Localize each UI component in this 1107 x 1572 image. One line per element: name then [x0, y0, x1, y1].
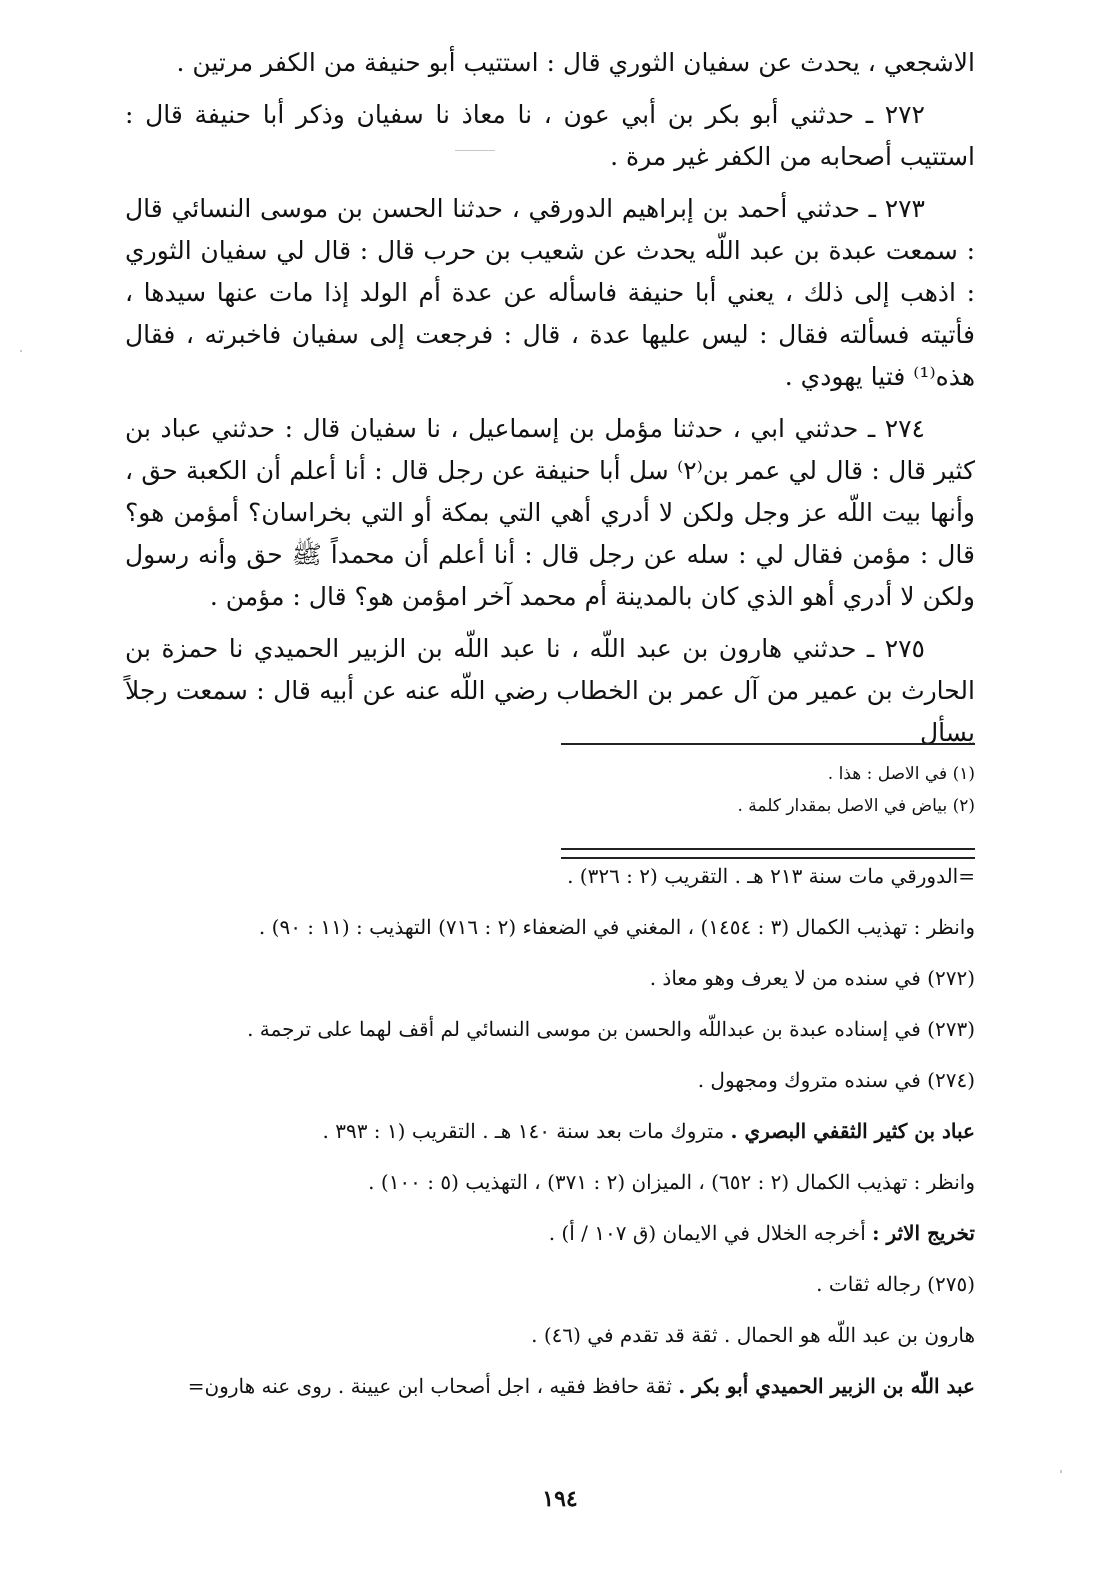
footnote-separator [561, 743, 975, 745]
commentary-line: هارون بن عبد اللّه هو الحمال . ثقة قد تقدم في (٤٦) . [531, 1323, 975, 1347]
commentary [115, 864, 975, 1425]
narrator-note: متروك مات بعد سنة ١٤٠ هـ . التقريب (١ : ٣٩٣ . [322, 1119, 731, 1143]
takhrij-note: أخرجه الخلال في الايمان (ق ١٠٧ / أ) . [548, 1221, 873, 1245]
paragraph-275: ٢٧٥ ـ حدثني هارون بن عبد اللّه ، نا عبد اللّه بن الزبير الحميدي نا حمزة بن الحارث بن عمير من آل عمر بن الخطاب رضي اللّه عنه عن أبيه قال : سمعت رجلاً يسأل [125, 634, 975, 747]
footnote-1: (١) في الاصل : هذا . [827, 764, 975, 784]
commentary-line [115, 1374, 975, 1398]
scan-speck [20, 350, 22, 352]
main-text [125, 42, 975, 764]
paragraph-272: ٢٧٢ ـ حدثني أبو بكر بن أبي عون ، نا معاذ نا سفيان وذكر أبا حنيفة قال : استتيب أصحابه من الكفر غير مرة . [125, 100, 975, 171]
narrator-name: عباد بن كثير الثقفي البصري . [730, 1119, 975, 1143]
commentary-line: وانظر : تهذيب الكمال (٢ : ٦٥٢) ، الميزان (٢ : ٣٧١) ، التهذيب (٥ : ١٠٠) . [368, 1170, 975, 1194]
commentary-line: (٢٧٤) في سنده متروك ومجهول . [697, 1068, 975, 1092]
paragraph-273: ٢٧٣ ـ حدثني أحمد بن إبراهيم الدورقي ، حدثنا الحسن بن موسى النسائي قال : سمعت عبدة بن عبد اللّه يحدث عن شعيب بن حرب قال : قال لي سفيان الثوري : اذهب إلى ذلك ، يعني أبا حنيفة فاسأله عن عدة أم الولد إذا مات عنها سيدها ، فأتيته فسألته فقال : ليس عليها عدة ، قال : فرجعت إلى سفيان فاخبرته ، فقال هذه⁽¹⁾ فتيا يهودي . [125, 194, 975, 391]
narrator-note: ثقة حافظ فقيه ، اجل أصحاب ابن عيينة . روى عنه هارون= [187, 1374, 679, 1398]
paragraph-274: ٢٧٤ ـ حدثني ابي ، حدثنا مؤمل بن إسماعيل ، نا سفيان قال : حدثني عباد بن كثير قال : قال لي عمر بن⁽٢⁾ سل أبا حنيفة عن رجل قال : أنا أعلم أن الكعبة حق ، وأنها بيت اللّه عز وجل ولكن لا أدري أهي التي بمكة أو التي بخراسان؟ أمؤمن هو؟ قال : مؤمن فقال لي : سله عن رجل قال : أنا أعلم أن محمداً ﷺ حق وأنه رسول ولكن لا أدري أهو الذي كان بالمدينة أم محمد آخر امؤمن هو؟ قال : مؤمن . [125, 414, 975, 611]
narrator-name: عبد اللّه بن الزبير الحميدي أبو بكر . [678, 1374, 975, 1398]
footnote-2: (٢) بياض في الاصل بمقدار كلمة . [737, 796, 975, 816]
commentary-line: =الدورقي مات سنة ٢١٣ هـ . التقريب (٢ : ٣٢٦) . [567, 864, 975, 888]
commentary-line [115, 1221, 975, 1245]
commentary-line: وانظر : تهذيب الكمال (٣ : ١٤٥٤) ، المغني في الضعفاء (٢ : ٧١٦) التهذيب : (١١ : ٩٠) . [258, 915, 975, 939]
commentary-line: (٢٧٢) في سنده من لا يعرف وهو معاذ . [649, 966, 975, 990]
page-number: ١٩٤ [542, 1486, 578, 1512]
footnotes [555, 758, 975, 822]
scan-speck [455, 150, 495, 151]
commentary-line [115, 1119, 975, 1143]
commentary-line: (٢٧٥) رجاله ثقات . [816, 1272, 975, 1296]
takhrij-label: تخريج الاثر : [872, 1221, 975, 1245]
commentary-line: (٢٧٣) في إسناده عبدة بن عبداللّه والحسن بن موسى النسائي لم أقف لهما على ترجمة . [247, 1017, 975, 1041]
scan-speck [1060, 1470, 1062, 1473]
commentary-separator [561, 848, 975, 859]
paragraph-continuation: الاشجعي ، يحدث عن سفيان الثوري قال : استتيب أبو حنيفة من الكفر مرتين . [176, 48, 975, 77]
